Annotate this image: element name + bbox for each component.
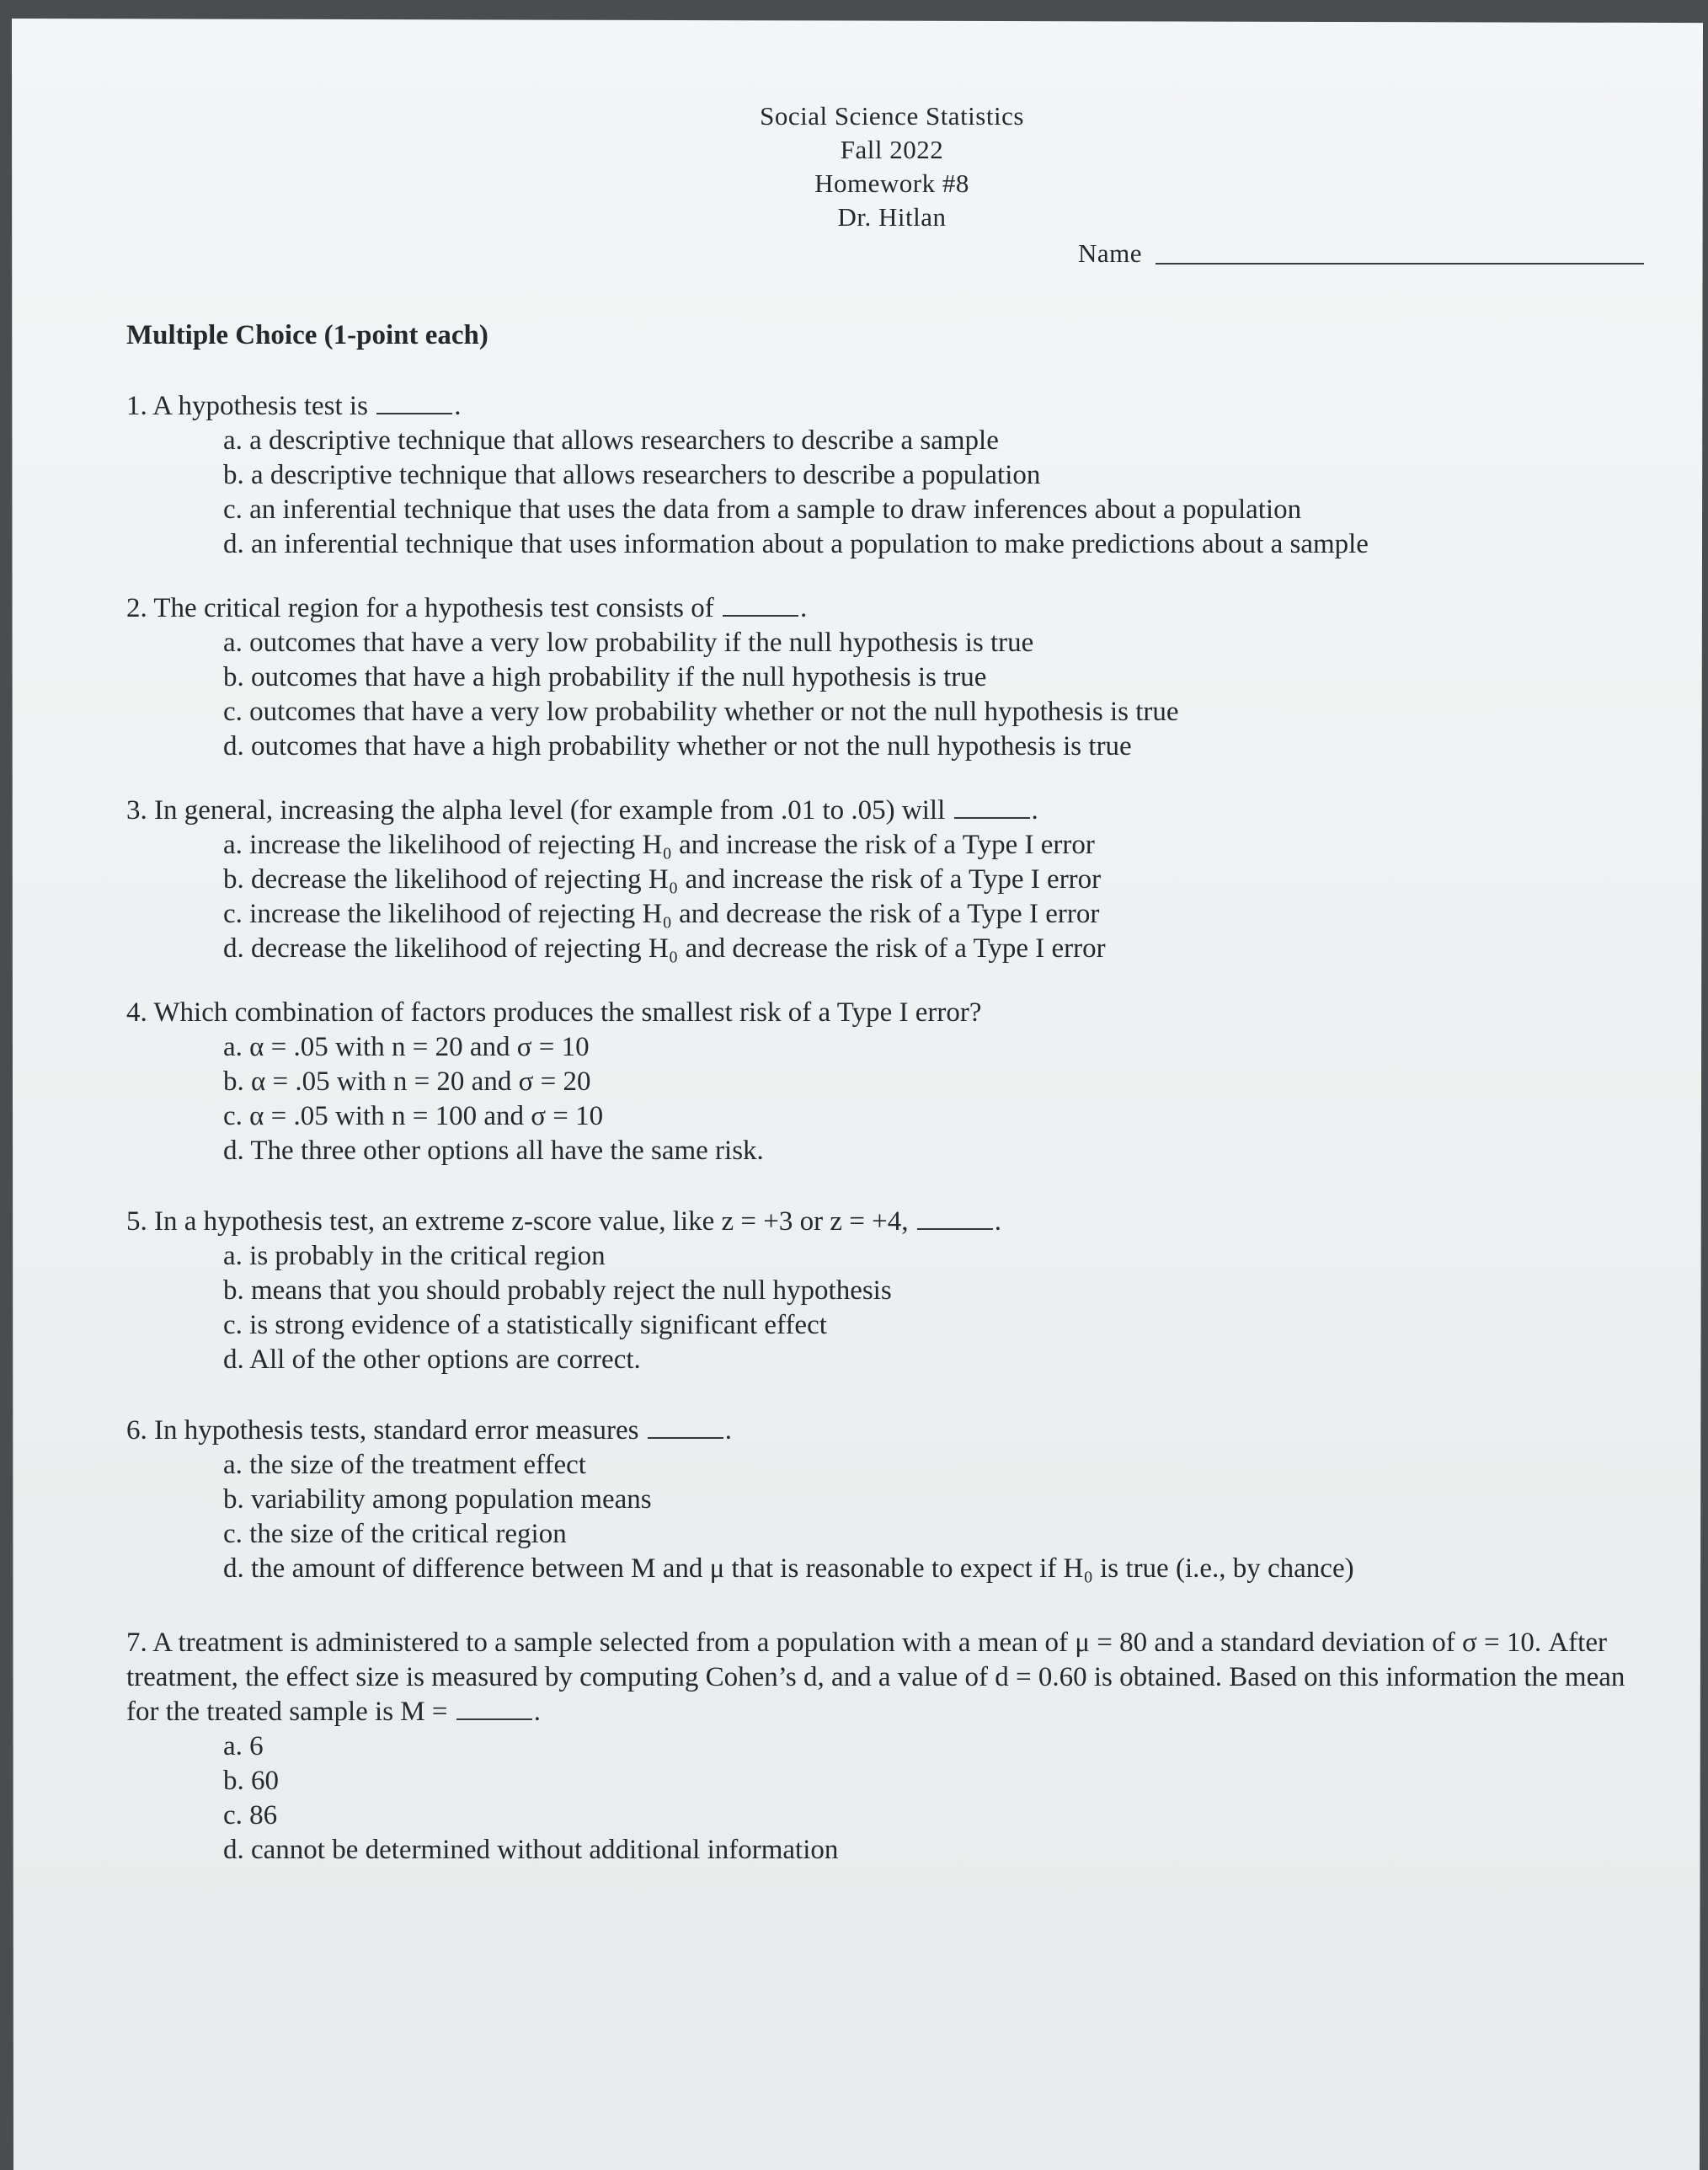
- question-4: [126, 996, 982, 1168]
- option-b[interactable]: b. means that you should probably reject the null hypothesis: [223, 1275, 892, 1306]
- term: Fall 2022: [840, 135, 944, 164]
- option-a[interactable]: a. the size of the treatment effect: [223, 1450, 586, 1480]
- option-c[interactable]: c. 86: [223, 1800, 278, 1831]
- option-c[interactable]: c. α = .05 with n = 100 and σ = 10: [223, 1101, 604, 1131]
- question-stem: 1. A hypothesis test is .: [126, 391, 462, 421]
- section-title: Multiple Choice (1-point each): [126, 320, 488, 350]
- option-c[interactable]: c. increase the likelihood of rejecting H₀ and decrease the risk of a Type I error: [223, 899, 1100, 929]
- option-d[interactable]: d. decrease the likelihood of rejecting H₀ and decrease the risk of a Type I error: [223, 933, 1106, 964]
- document-header: [0, 99, 1708, 234]
- question-2: [126, 591, 1179, 764]
- option-c[interactable]: c. the size of the critical region: [223, 1519, 567, 1549]
- question-3: [126, 794, 1106, 966]
- answer-blank[interactable]: [376, 391, 452, 414]
- answer-blank[interactable]: [648, 1415, 723, 1439]
- course-title: Social Science Statistics: [760, 101, 1024, 131]
- name-blank-line[interactable]: [1156, 263, 1644, 265]
- option-d[interactable]: d. All of the other options are correct.: [223, 1344, 641, 1375]
- options-list: [223, 424, 1369, 562]
- option-b[interactable]: b. variability among population means: [223, 1484, 652, 1515]
- question-stem: 2. The critical region for a hypothesis test consists of .: [126, 593, 808, 623]
- options-list: [223, 1239, 1001, 1377]
- question-stem: 6. In hypothesis tests, standard error measures .: [126, 1415, 733, 1446]
- options-list: [223, 626, 1179, 764]
- question-stem: 3. In general, increasing the alpha level (for example from .01 to .05) will .: [126, 795, 1038, 826]
- option-b[interactable]: b. outcomes that have a high probability if the null hypothesis is true: [223, 662, 987, 692]
- question-stem: 4. Which combination of factors produces the smallest risk of a Type I error?: [126, 997, 982, 1028]
- question-7: [126, 1626, 1659, 1868]
- question-6: [126, 1414, 1354, 1586]
- option-a[interactable]: a. α = .05 with n = 20 and σ = 10: [223, 1032, 590, 1062]
- option-a[interactable]: a. a descriptive technique that allows researchers to describe a sample: [223, 425, 999, 456]
- answer-blank[interactable]: [954, 795, 1030, 819]
- option-c[interactable]: c. outcomes that have a very low probability whether or not the null hypothesis is true: [223, 697, 1179, 727]
- answer-blank[interactable]: [456, 1697, 532, 1720]
- option-c[interactable]: c. an inferential technique that uses the data from a sample to draw inferences about a population: [223, 494, 1302, 525]
- question-stem: 5. In a hypothesis test, an extreme z-score value, like z = +3 or z = +4, .: [126, 1206, 1001, 1237]
- option-a[interactable]: a. outcomes that have a very low probability if the null hypothesis is true: [223, 628, 1034, 658]
- options-list: [223, 1030, 982, 1168]
- answer-blank[interactable]: [917, 1206, 993, 1230]
- option-b[interactable]: b. 60: [223, 1766, 279, 1796]
- question-5: [126, 1205, 1001, 1377]
- assignment-title: Homework #8: [814, 168, 969, 198]
- option-d[interactable]: d. an inferential technique that uses information about a population to make predictions about a sample: [223, 529, 1369, 559]
- option-a[interactable]: a. 6: [223, 1731, 264, 1761]
- options-list: [223, 828, 1106, 966]
- option-b[interactable]: b. a descriptive technique that allows researchers to describe a population: [223, 460, 1041, 490]
- option-d[interactable]: d. the amount of difference between M and μ that is reasonable to expect if H₀ is true (i.e., by chance): [223, 1553, 1354, 1584]
- option-a[interactable]: a. increase the likelihood of rejecting H₀ and increase the risk of a Type I error: [223, 830, 1095, 860]
- option-d[interactable]: d. cannot be determined without additional information: [223, 1835, 839, 1865]
- option-a[interactable]: a. is probably in the critical region: [223, 1241, 606, 1271]
- options-list: [223, 1448, 1354, 1586]
- option-b[interactable]: b. α = .05 with n = 20 and σ = 20: [223, 1066, 591, 1097]
- answer-blank[interactable]: [723, 593, 798, 617]
- option-c[interactable]: c. is strong evidence of a statistically significant effect: [223, 1310, 827, 1340]
- instructor-name: Dr. Hitlan: [837, 202, 947, 232]
- question-stem: 7. A treatment is administered to a sample selected from a population with a mean of μ = 80 and a standard deviation of σ = 10. After treatment, the effect size is measured by computing Cohen’s d, and a value of d = 0.60 is obtained. Based on this information the mean for the treated sample is M = .: [126, 1628, 1625, 1727]
- option-b[interactable]: b. decrease the likelihood of rejecting H₀ and increase the risk of a Type I error: [223, 864, 1102, 895]
- name-label: Name: [1078, 238, 1143, 268]
- option-d[interactable]: d. The three other options all have the same risk.: [223, 1136, 764, 1166]
- question-1: [126, 389, 1369, 562]
- options-list: [223, 1729, 1659, 1868]
- option-d[interactable]: d. outcomes that have a high probability whether or not the null hypothesis is true: [223, 731, 1132, 762]
